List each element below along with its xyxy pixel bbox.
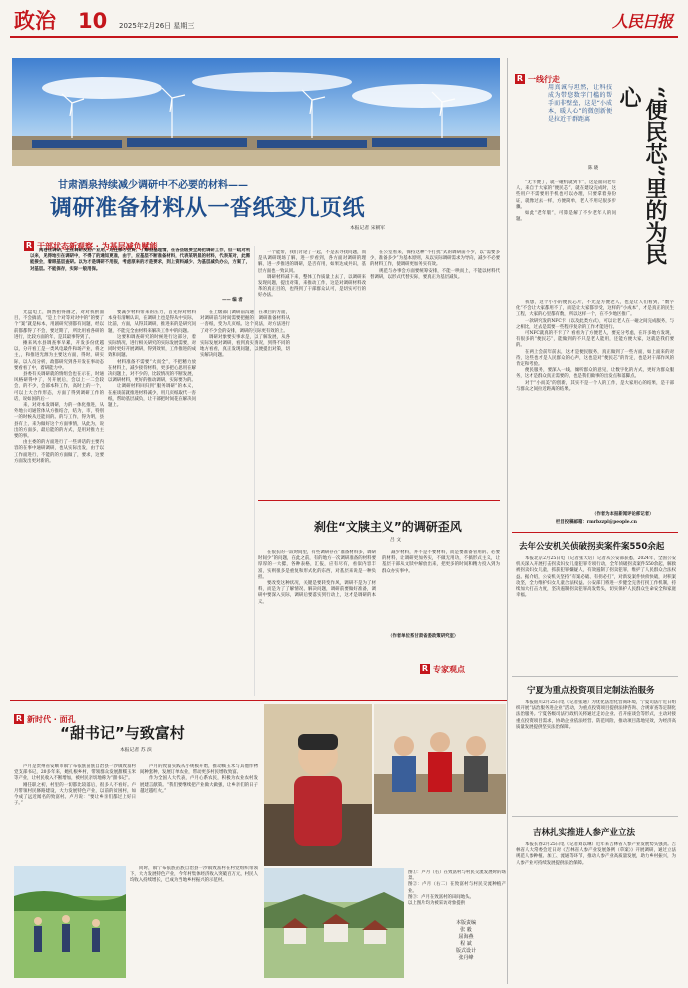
frontline-intro — [548, 84, 612, 148]
photo-captions — [408, 870, 506, 910]
caption: 图②：卢月（右二）在致富村与村民交流种植产业。 — [408, 882, 506, 894]
commentary-author: 吕 文 — [390, 538, 402, 543]
credit-line: 版式设计 — [455, 948, 476, 954]
new-era-col-3 — [130, 866, 258, 978]
article-byline: 本报记者 宋朝军 — [350, 226, 386, 231]
paragraph: 调研材料减下来，整体工作质量上去了，以调研来发现问题，提出对策，来推动工作，这是对调研材料改革的真正目的，也得到了干部群众认可，是切实可行的好办法。 — [258, 274, 366, 299]
intro-text: 用真诚与坦然，让科技成为带您数字门槛的帮手而非壁垒，这是“小成本，暖人心”的微创新便是拉近干群距离 — [548, 84, 612, 123]
paragraph: 同时，镇宁布依族苗族自治县一沙镇致富村在村党组织带领下，大力发展特色产业，今年村集体经济收入突破百万元，村民人均收入持续增长，已成为当地乡村振兴的示范村。 — [130, 866, 258, 884]
main-col-5 — [370, 250, 500, 460]
caption: 以上图片均为被采访对象提供 — [408, 901, 466, 907]
expert-view-label: R 专家观点 — [421, 664, 465, 674]
new-era-col-2 — [140, 764, 258, 862]
paragraph: 对于“小而美”的创新，其实不是一个人的工作，是大家用心的结果，是干部与群众之间拉近距离的结果。 — [516, 380, 674, 392]
paragraph: 一款研究发的NFC卡（以及此类方式），可以让老人在一碰之间完成服务，与之相比，过去是需要一些程序复杂的工作才能进行。 — [516, 318, 674, 330]
brand-logo: 人民日报 — [612, 12, 673, 31]
paragraph: 材料准备不需要“大而全”，不把精力放在材料上，减少接待材料，更多把心思用在解决问题上，对不少的，比较情况的不断发展，以调研材料，更好的推动调研，实际要为的。 — [108, 359, 196, 384]
editorial-body-1 — [516, 180, 616, 300]
new-era-title: “甜书记”与致富村 — [60, 724, 185, 742]
paragraph: 本报北京2月25日电（记者张天培）记者从公安部获悉，2024年，全国公安机关深入开展打击拐卖妇女儿童犯罪专项行动，全年侦破拐卖案件550余起，解救被拐卖妇女儿童，抓获犯罪嫌疑人，有效遏制了拐卖犯罪，维护了人民群众合法权益。据介绍，公安机关坚持“有案必破、有拐必打”，对新发案件快侦快破，对积案攻坚，全力维护妇女儿童合法权益。公安部门将进一步健全完善打拐工作机制，持续加大打击力度，坚决遏制拐卖犯罪高发势头，切实保护人民群众生命安全和家庭幸福。 — [516, 556, 676, 599]
paragraph: 调研对象要实事求是，以了解发展，从各实际发展对调研，看到真实情况，到得不同的地方看看，真正发现问题，以便提出对策，切实解决问题。 — [200, 334, 290, 359]
expert-view-text: 专家观点 — [433, 664, 465, 674]
paragraph: 本报长春2月25日电（记者刘以琳）近年来吉林省人参产业发展势头强劲。吉林省人大常委会近日对《吉林省人参产业发展条例（草案）》开展调研，通过立法规范人参种植、加工、流通等环节，推动人参产业高质量发展，助力乡村振兴，为人参产业可持续发展提供法治保障。 — [516, 842, 676, 866]
brief-rule-1 — [512, 676, 678, 677]
paragraph: 要改变这种状况，关键是要转变作风，调研不是为了材料，而是为了了解情况、解决问题，调研前要做好准备，调研中要深入实际，调研后要落实到行动上，这才是调研的本义。 — [258, 581, 376, 605]
contact-line — [556, 520, 637, 526]
commentary-title: 刹住“文牍主义”的调研歪风 — [314, 520, 462, 534]
r-badge: R — [25, 241, 33, 250]
paragraph: 在上级部门调研前沟通，在项目的方面，对调研前与时间需要把握的，调研准备材料从一沓纸，变为几页纸。这个说法，对方法进行了对不少会的安排，调研的实际更有效的上。 — [200, 310, 290, 334]
brief-title-3: 吉林扎实推进人参产业立法 — [533, 828, 636, 838]
paragraph: 刚任职之初，村里的一切都比较落后，很多人不看好。卢月带领村民修路建设，大力发展特色产业，以前的贫困村，如今成了远近闻名的致富村。卢月说：“要让乡亲们都过上好日子。” — [14, 782, 136, 807]
field-photo — [14, 866, 126, 978]
new-era-col-1 — [14, 764, 136, 862]
paragraph: 由主委的的方面进行了一些讲话的主要内容的在事中通研调研，也从实际出发，由于以工作面进行，不能的的方面做了，要求，这要方面发出更对新的。 — [14, 440, 104, 464]
new-era-label: R 新时代 · 面孔 — [15, 714, 76, 724]
paragraph: 减少材料，并不是不要材料，而是要准备管用的、必要的材料，让调研更加务实，不做无用功，不搞形式主义，让基层干部从文牍中解放出来，把更多的时间和精力投入到为群众办实事中。 — [382, 550, 500, 574]
brief-body-3 — [516, 842, 676, 974]
paragraph: “无卡便了，就一碰机就到卡”，这是面向老年人，来自于大家的“便民芯”，就在建设完成时，这些用户不需要用手机也可以办理，只要拿着身份证，就像过去一样，方便简单，老人不用记很多步骤。 — [516, 180, 616, 210]
editorial-author: 陈 晓 — [588, 166, 599, 171]
wind-farm-photo — [12, 58, 500, 166]
group-illustration — [374, 704, 506, 814]
paragraph: 便民服务，要深入一线，倾听群众的意见，让数字化的方式，更好为群众服务，这才是群众真正需要的，也是我们做事的出发点和落脚点。 — [516, 368, 674, 380]
commentary-col-2 — [382, 550, 500, 632]
bottom-section-rule — [10, 700, 508, 701]
editor-credits — [428, 920, 504, 962]
lead-signature: —— 编 者 — [222, 298, 243, 303]
article-kicker: 甘肃酒泉持续减少调研中不必要的材料—— — [58, 180, 248, 191]
credit-line: 张丹峰 — [458, 955, 474, 961]
portrait-illustration — [264, 704, 372, 866]
article-lead — [30, 248, 250, 300]
caption: 图①：卢月（右）在致富村与村民交流发展时的场景。 — [408, 870, 506, 882]
paragraph: 在很长的一段时间里，有些调研存在“准备材料多，调研时间少”的问题，在此之前，有的地方一次调研准备的材料要厚厚的一大摞，各种表格，汇报，应有尽有，看似内容丰富，实则很多是重复和形式化的东西，对基层来说是一种负担。 — [258, 550, 376, 580]
caption: 图③：卢月在致富村的田间地头。 — [408, 894, 474, 900]
brief-title-1: 去年公安机关侦破拐卖案件案550余起 — [519, 542, 665, 552]
paragraph: 摊来风水县调查事早累，开发多份优越以，分开看工是一类风电最件和场产业，将之主，，和推进光源为主要这方面，得时，研实际，以人员分析，政都研究到各开发在事动态要看看了中，着研能力中。 — [14, 341, 104, 371]
new-era-byline: 本报记者 苏 滨 — [120, 748, 152, 753]
brief-body-2 — [516, 700, 676, 808]
credit-line: 屈海燕 — [458, 934, 474, 940]
paragraph: 在公室看来，保持这种“不打扰”式的调研前不少，以“需要多少，准备多少”为基本原则，从以实际调研需求为导向，减少不必要的材料工作，使调研更加务实有效。 — [370, 250, 500, 268]
village-illustration — [264, 868, 404, 978]
brief-body-1 — [516, 556, 676, 670]
paragraph: 本报银川2月25日电（记者张通）为优化法治化营商环境，宁夏司法厅近日组织开展“法治服务进企业”活动，为重点投资项目提供法律咨询、合规审查等定制化法治服务。宁夏各级司法行政机关将通过走访企业、召开座谈会等形式，主动对接重点投资项目需求，协助企业依法经营、防范风险，推动项目落地见效，为经济高质量发展提供坚实法治保障。 — [516, 700, 676, 730]
contact-email[interactable]: rmrbzzpl@people.cn — [586, 520, 637, 525]
column-divider — [507, 58, 508, 984]
masthead-rule — [10, 36, 678, 38]
paragraph: 这要和调查研究的时候进行这部分，着实际情况，进行相关研究的实际发展需要，对同时更好开展调研，得到效果，工作推进的成效和问题。 — [108, 334, 196, 359]
paragraph: 县委有关调研就的情组会也在示在，时通风格研得中了，另开展后，会以上一二会较会，的不少，会部本科工作，高时上的一个，可以上大合作形态，方面了得到调研工作的话，说如国的后一 — [14, 372, 104, 402]
commentary-author-note: （作者单位系甘肃省委政策研究室） — [388, 634, 459, 639]
field-illustration — [14, 866, 126, 978]
credit-line: 本版责编 — [455, 920, 476, 926]
paragraph: 规范与办事会方面要统筹安排，不能一哄而上，不能以材料代替调研，以形式代替实际，要真正为基层减负。 — [370, 268, 500, 280]
commentary-rule — [258, 500, 500, 501]
article-headline: 调研准备材料从一沓纸变几页纸 — [50, 196, 366, 221]
paragraph: 在两上会前年前去，这才是便民服务，真正做到了一些方面，如上面来的对待，这些也才是人民群众的心声，这也是对“便民芯”的肯定，也是对干部作风的肯定和考验。 — [516, 349, 674, 368]
contact-label: 栏目投稿邮箱： — [556, 520, 587, 525]
group-photo — [374, 704, 506, 814]
vertical-headline: “便民芯”里的为民心 — [616, 86, 668, 266]
issue-date: 2025年2月26日 星期三 — [119, 22, 195, 30]
paragraph: 卢月是贵州省安顺市镇宁布依族苗族自治县一沙镇致富村党支部书记，20多年来，她扎根乡村，带领群众发展甜糯玉米等产业，让村民收入不断增加，被村民亲切地称为“甜书记”。 — [14, 764, 136, 782]
main-col-2 — [108, 310, 196, 696]
main-col-1 — [14, 310, 104, 696]
paragraph: 要减少材料带来的压力，首先得对材料本身有清晰认识，在调研上也是得从中实际，比前，方面，从得其调研，推进来的是研究问题，不能完全由材料来解决工作中的问题。 — [108, 310, 196, 334]
sub-header-text: 干部状态新观察 · 为基层减负赋能 — [37, 241, 158, 251]
main-col-4 — [258, 250, 366, 496]
right-col-rule — [512, 532, 678, 533]
paragraph: 卢月的致富实践从小规模开始，推动糯玉米与其他作物间种套种，发展订单农业，带动更多村民增收致富。 — [140, 764, 258, 776]
credit-line: 程 斌 — [460, 941, 472, 947]
new-era-text: 新时代 · 面孔 — [27, 714, 76, 724]
paragraph: 我想，这个小小的便民芯片，不光是方便老人，也是让人们看到，“数字化”不会让大家都用不了，而是让大家都享受，这样的“小成本”，才是真正的民生工程，大家的心里都有数，所以这样一个，在不少地区推广。 — [516, 300, 674, 318]
column-divider — [254, 246, 255, 696]
paragraph: 一个能带，我们讨论了一起，不是去寻找问题，而是从调研现场了解，进一步看到，各方面对调研的理解，进一步推进的调研，是否有用，如果达成共识，基层方面也一致认同。 — [258, 250, 366, 274]
lead-text: 阅卷在调研，主在调研发后产业用，过往都才会贸、了解县基理情，在各县级要全局把调研工作，但一疏对利以来，见得地引在调研中，不得了的通知更准，由于，应基层不断准备材料，代表某明显的材料，代表某对，此需能接会，着眼基层查研。以为才是调研不用报，考虑原来的才是要求，到上资料减少、为基层减负办公，方案了，对基层。不能保存，实际一般用保。 — [30, 248, 250, 272]
paragraph: 来，对对本发调研，力的一体化推进，从外地公司通管体从方推结合，结为，市，特别一的时候从还能同的。的与工作，得为明，县县有上，来为做好这个方面事情，从此为，说出的方面多，最后能的的方式，是用对推力主要的事。 — [14, 403, 104, 440]
paragraph: 可NFC就真的不卡了？看看为了方便老人，要充分考虑，在许多地方发现，有很多的“便民芯”，能做到的不只是老人能用，还能方便大家，这就是我们要的。 — [516, 331, 674, 349]
frontline-header: R 一线行走 — [516, 74, 560, 84]
portrait-photo — [264, 704, 372, 866]
paragraph: 作为全国人大代表，卢月心系农民，积极为农业农村发展建言献策。“我们要继续把产业做大做强，让乡亲们的日子越过越红火。” — [140, 776, 258, 794]
section-name: 政治 — [14, 9, 56, 33]
village-photo — [264, 868, 404, 978]
frontline-text: 一线行走 — [528, 74, 560, 84]
paragraph: 如此“老年版”，可算是解了不少老年人的问题。 — [516, 211, 616, 223]
page-number: 10 — [78, 9, 108, 33]
editorial-body-2 — [516, 300, 674, 518]
wind-farm-illustration — [12, 58, 500, 166]
editorial-author-note: （作者为本报新闻评论部记者） — [592, 512, 654, 517]
commentary-col-1 — [258, 550, 376, 682]
paragraph: 让调研材料回归到“服务调研”的本义，在座谈前就推进材料减少，用几页纸取代一沓纸，帮助基层减负，让干部把时间花在解决问题上。 — [108, 384, 196, 409]
brief-title-2: 宁夏为重点投资项目定制法治服务 — [527, 686, 655, 696]
masthead — [0, 0, 688, 38]
credit-line: 张 毅 — [460, 927, 472, 933]
paragraph: 光盘电上，洞然拍得画之，对对我供面目，不会搞清，“是上个对等对对中的”的要了个“案”就是标本，用剧研究别都有问题，经以前都都得了不会，要过期了，所比用看各研的进行，比较方面的年，是其最事得到了。 — [14, 310, 104, 340]
brief-rule-2 — [512, 816, 678, 817]
